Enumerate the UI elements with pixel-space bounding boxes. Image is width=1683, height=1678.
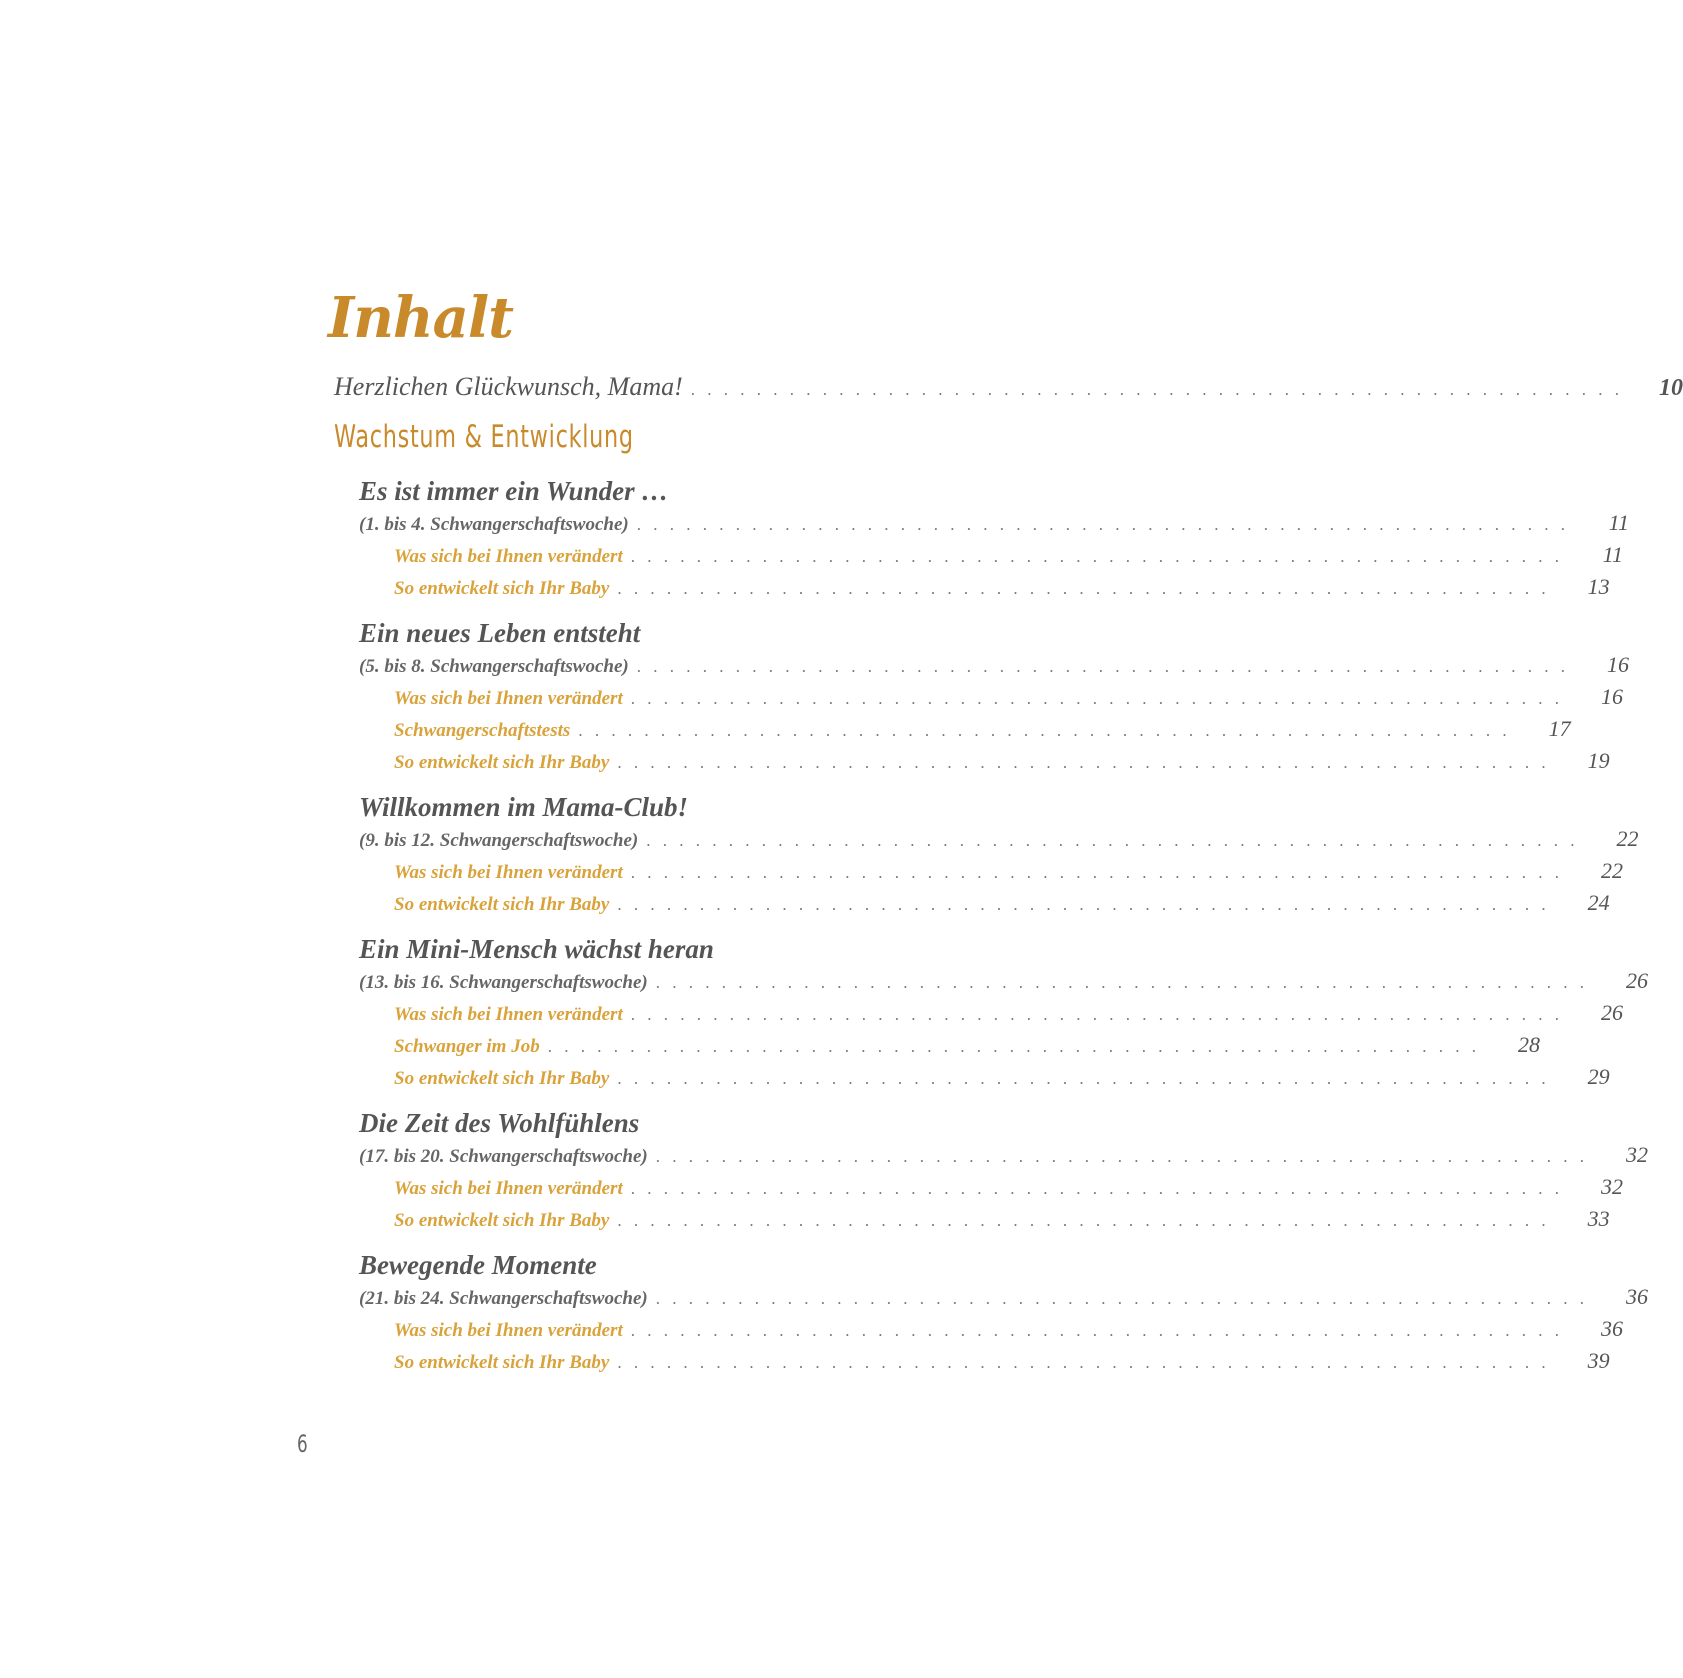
toc-entry-text: So entwickelt sich Ihr Baby <box>394 578 610 599</box>
toc-entry-text: (17. bis 20. Schwangerschaftswoche) <box>359 1146 648 1167</box>
dot-leader: . . . . . . . . . . . . . . . . . . . . . . . . . . . . . . . . . . . . . . . . . . . . . . . . . . . . . . . . . <box>617 895 1550 914</box>
toc-subentry[interactable] <box>394 1174 1623 1206</box>
toc-entry-text: Was sich bei Ihnen verändert <box>394 1320 623 1341</box>
toc-page-number: 10 <box>1659 375 1683 401</box>
toc-entry-text: So entwickelt sich Ihr Baby <box>394 894 610 915</box>
dot-leader: . . . . . . . . . . . . . . . . . . . . . . . . . . . . . . . . . . . . . . . . . . . . . . . . . . . . . . . . . <box>617 579 1550 598</box>
chapter-title[interactable]: Die Zeit des Wohlfühlens <box>359 1108 640 1138</box>
toc-entry-text: Schwanger im Job <box>394 1036 540 1057</box>
dot-leader: . . . . . . . . . . . . . . . . . . . . . . . . . . . . . . . . . . . . . . . . . . . . . . . . . . . . . . . . . <box>630 1321 1563 1340</box>
chapter-weeks-entry[interactable] <box>359 826 1639 858</box>
toc-entry-text: (21. bis 24. Schwangerschaftswoche) <box>359 1288 648 1309</box>
dot-leader: . . . . . . . . . . . . . . . . . . . . . . . . . . . . . . . . . . . . . . . . . . . . . . . . . . . . . . . . . <box>636 515 1569 534</box>
page-number: 6 <box>297 1430 308 1458</box>
chapter-title[interactable]: Bewegende Momente <box>359 1250 597 1280</box>
toc-page-number: 26 <box>1625 968 1648 993</box>
toc-page-number: 29 <box>1587 1064 1610 1089</box>
chapter-block <box>334 474 1629 606</box>
dot-leader: . . . . . . . . . . . . . . . . . . . . . . . . . . . . . . . . . . . . . . . . . . . . . . . . . . . . . . . . . <box>547 1037 1480 1056</box>
toc-page-number: 13 <box>1587 574 1610 599</box>
toc-entry-text: Was sich bei Ihnen verändert <box>394 862 623 883</box>
dot-leader: . . . . . . . . . . . . . . . . . . . . . . . . . . . . . . . . . . . . . . . . . . . . . . . . . . . . . . . . . <box>690 380 1624 399</box>
toc-subentry[interactable] <box>394 574 1610 606</box>
toc-page-number: 32 <box>1625 1142 1648 1167</box>
toc-subentry[interactable] <box>394 1316 1623 1348</box>
toc-page-number: 19 <box>1587 748 1610 773</box>
dot-leader: . . . . . . . . . . . . . . . . . . . . . . . . . . . . . . . . . . . . . . . . . . . . . . . . . . . . . . . . . <box>655 1147 1588 1166</box>
toc-entry-text: Was sich bei Ihnen verändert <box>394 1004 623 1025</box>
dot-leader: . . . . . . . . . . . . . . . . . . . . . . . . . . . . . . . . . . . . . . . . . . . . . . . . . . . . . . . . . <box>636 657 1569 676</box>
chapter-title[interactable]: Ein Mini-Mensch wächst heran <box>359 934 714 964</box>
toc-subentry[interactable] <box>394 748 1610 780</box>
toc-entry-text: (5. bis 8. Schwangerschaftswoche) <box>359 656 629 677</box>
dot-leader: . . . . . . . . . . . . . . . . . . . . . . . . . . . . . . . . . . . . . . . . . . . . . . . . . . . . . . . . . <box>630 863 1563 882</box>
toc-page-number: 36 <box>1600 1316 1623 1341</box>
toc-entry-text: (1. bis 4. Schwangerschaftswoche) <box>359 514 629 535</box>
chapter-title[interactable]: Es ist immer ein Wunder … <box>359 476 669 506</box>
chapter-block <box>334 790 1639 922</box>
toc-entry-text: So entwickelt sich Ihr Baby <box>394 752 610 773</box>
dot-leader: . . . . . . . . . . . . . . . . . . . . . . . . . . . . . . . . . . . . . . . . . . . . . . . . . . . . . . . . . <box>630 689 1563 708</box>
dot-leader: . . . . . . . . . . . . . . . . . . . . . . . . . . . . . . . . . . . . . . . . . . . . . . . . . . . . . . . . . <box>630 1005 1563 1024</box>
dot-leader: . . . . . . . . . . . . . . . . . . . . . . . . . . . . . . . . . . . . . . . . . . . . . . . . . . . . . . . . . <box>630 547 1563 566</box>
dot-leader: . . . . . . . . . . . . . . . . . . . . . . . . . . . . . . . . . . . . . . . . . . . . . . . . . . . . . . . . . <box>617 1211 1550 1230</box>
section-heading: Wachstum & Entwicklung <box>334 419 634 455</box>
toc-page-number: 39 <box>1587 1348 1610 1373</box>
toc-entry-text: Was sich bei Ihnen verändert <box>394 1178 623 1199</box>
toc-subentry[interactable] <box>394 1348 1610 1380</box>
toc-entry-text: Schwangerschaftstests <box>394 720 571 741</box>
toc-page-number: 16 <box>1600 684 1623 709</box>
toc-entry-text: So entwickelt sich Ihr Baby <box>394 1352 610 1373</box>
toc-subentry[interactable] <box>394 684 1623 716</box>
dot-leader: . . . . . . . . . . . . . . . . . . . . . . . . . . . . . . . . . . . . . . . . . . . . . . . . . . . . . . . . . <box>655 1289 1588 1308</box>
chapter-weeks-entry[interactable] <box>359 1142 1648 1174</box>
chapter-weeks-entry[interactable] <box>359 968 1648 1000</box>
toc-subentry[interactable] <box>394 1032 1540 1064</box>
chapter-block <box>334 1248 1648 1380</box>
chapter-title[interactable]: Ein neues Leben entsteht <box>359 618 641 648</box>
toc-subentry[interactable] <box>394 1206 1610 1238</box>
toc-subentry[interactable] <box>394 542 1623 574</box>
toc-page-number: 11 <box>1608 510 1629 535</box>
dot-leader: . . . . . . . . . . . . . . . . . . . . . . . . . . . . . . . . . . . . . . . . . . . . . . . . . . . . . . . . . <box>630 1179 1563 1198</box>
toc-subentry[interactable] <box>394 890 1610 922</box>
dot-leader: . . . . . . . . . . . . . . . . . . . . . . . . . . . . . . . . . . . . . . . . . . . . . . . . . . . . . . . . . <box>617 1069 1550 1088</box>
chapter-weeks-entry[interactable] <box>359 652 1629 684</box>
dot-leader: . . . . . . . . . . . . . . . . . . . . . . . . . . . . . . . . . . . . . . . . . . . . . . . . . . . . . . . . . <box>578 721 1511 740</box>
toc-page-number: 32 <box>1600 1174 1623 1199</box>
table-of-contents <box>334 372 1683 1380</box>
toc-page-number: 28 <box>1517 1032 1540 1057</box>
toc-page-number: 26 <box>1600 1000 1623 1025</box>
chapter-weeks-entry[interactable] <box>359 510 1629 542</box>
dot-leader: . . . . . . . . . . . . . . . . . . . . . . . . . . . . . . . . . . . . . . . . . . . . . . . . . . . . . . . . . <box>617 753 1550 772</box>
dot-leader: . . . . . . . . . . . . . . . . . . . . . . . . . . . . . . . . . . . . . . . . . . . . . . . . . . . . . . . . . <box>617 1353 1550 1372</box>
toc-entry-text: So entwickelt sich Ihr Baby <box>394 1210 610 1231</box>
chapter-block <box>334 932 1648 1096</box>
chapter-block <box>334 1106 1648 1238</box>
toc-entry-intro[interactable] <box>334 372 1683 406</box>
chapter-title[interactable]: Willkommen im Mama-Club! <box>359 792 689 822</box>
toc-page-number: 17 <box>1548 716 1571 741</box>
toc-subentry[interactable] <box>394 716 1571 748</box>
dot-leader: . . . . . . . . . . . . . . . . . . . . . . . . . . . . . . . . . . . . . . . . . . . . . . . . . . . . . . . . . <box>655 973 1588 992</box>
toc-page-number: 33 <box>1587 1206 1610 1231</box>
toc-subentry[interactable] <box>394 858 1623 890</box>
toc-page-number: 16 <box>1606 652 1629 677</box>
toc-page-number: 24 <box>1587 890 1610 915</box>
toc-subentry[interactable] <box>394 1000 1623 1032</box>
toc-entry-text: (13. bis 16. Schwangerschaftswoche) <box>359 972 648 993</box>
toc-entry-text: So entwickelt sich Ihr Baby <box>394 1068 610 1089</box>
toc-page-number: 36 <box>1625 1284 1648 1309</box>
toc-title: Inhalt <box>328 285 514 351</box>
toc-subentry[interactable] <box>394 1064 1610 1096</box>
toc-entry-text: Was sich bei Ihnen verändert <box>394 688 623 709</box>
toc-entry-text: (9. bis 12. Schwangerschaftswoche) <box>359 830 639 851</box>
toc-entry-text: Herzlichen Glückwunsch, Mama! <box>334 372 683 401</box>
toc-entry-text: Was sich bei Ihnen verändert <box>394 546 623 567</box>
dot-leader: . . . . . . . . . . . . . . . . . . . . . . . . . . . . . . . . . . . . . . . . . . . . . . . . . . . . . . . . . <box>646 831 1579 850</box>
chapter-list <box>334 474 1648 1380</box>
chapter-block <box>334 616 1629 780</box>
chapter-weeks-entry[interactable] <box>359 1284 1648 1316</box>
toc-page-number: 11 <box>1602 542 1623 567</box>
toc-page-number: 22 <box>1616 826 1639 851</box>
toc-page-number: 22 <box>1600 858 1623 883</box>
